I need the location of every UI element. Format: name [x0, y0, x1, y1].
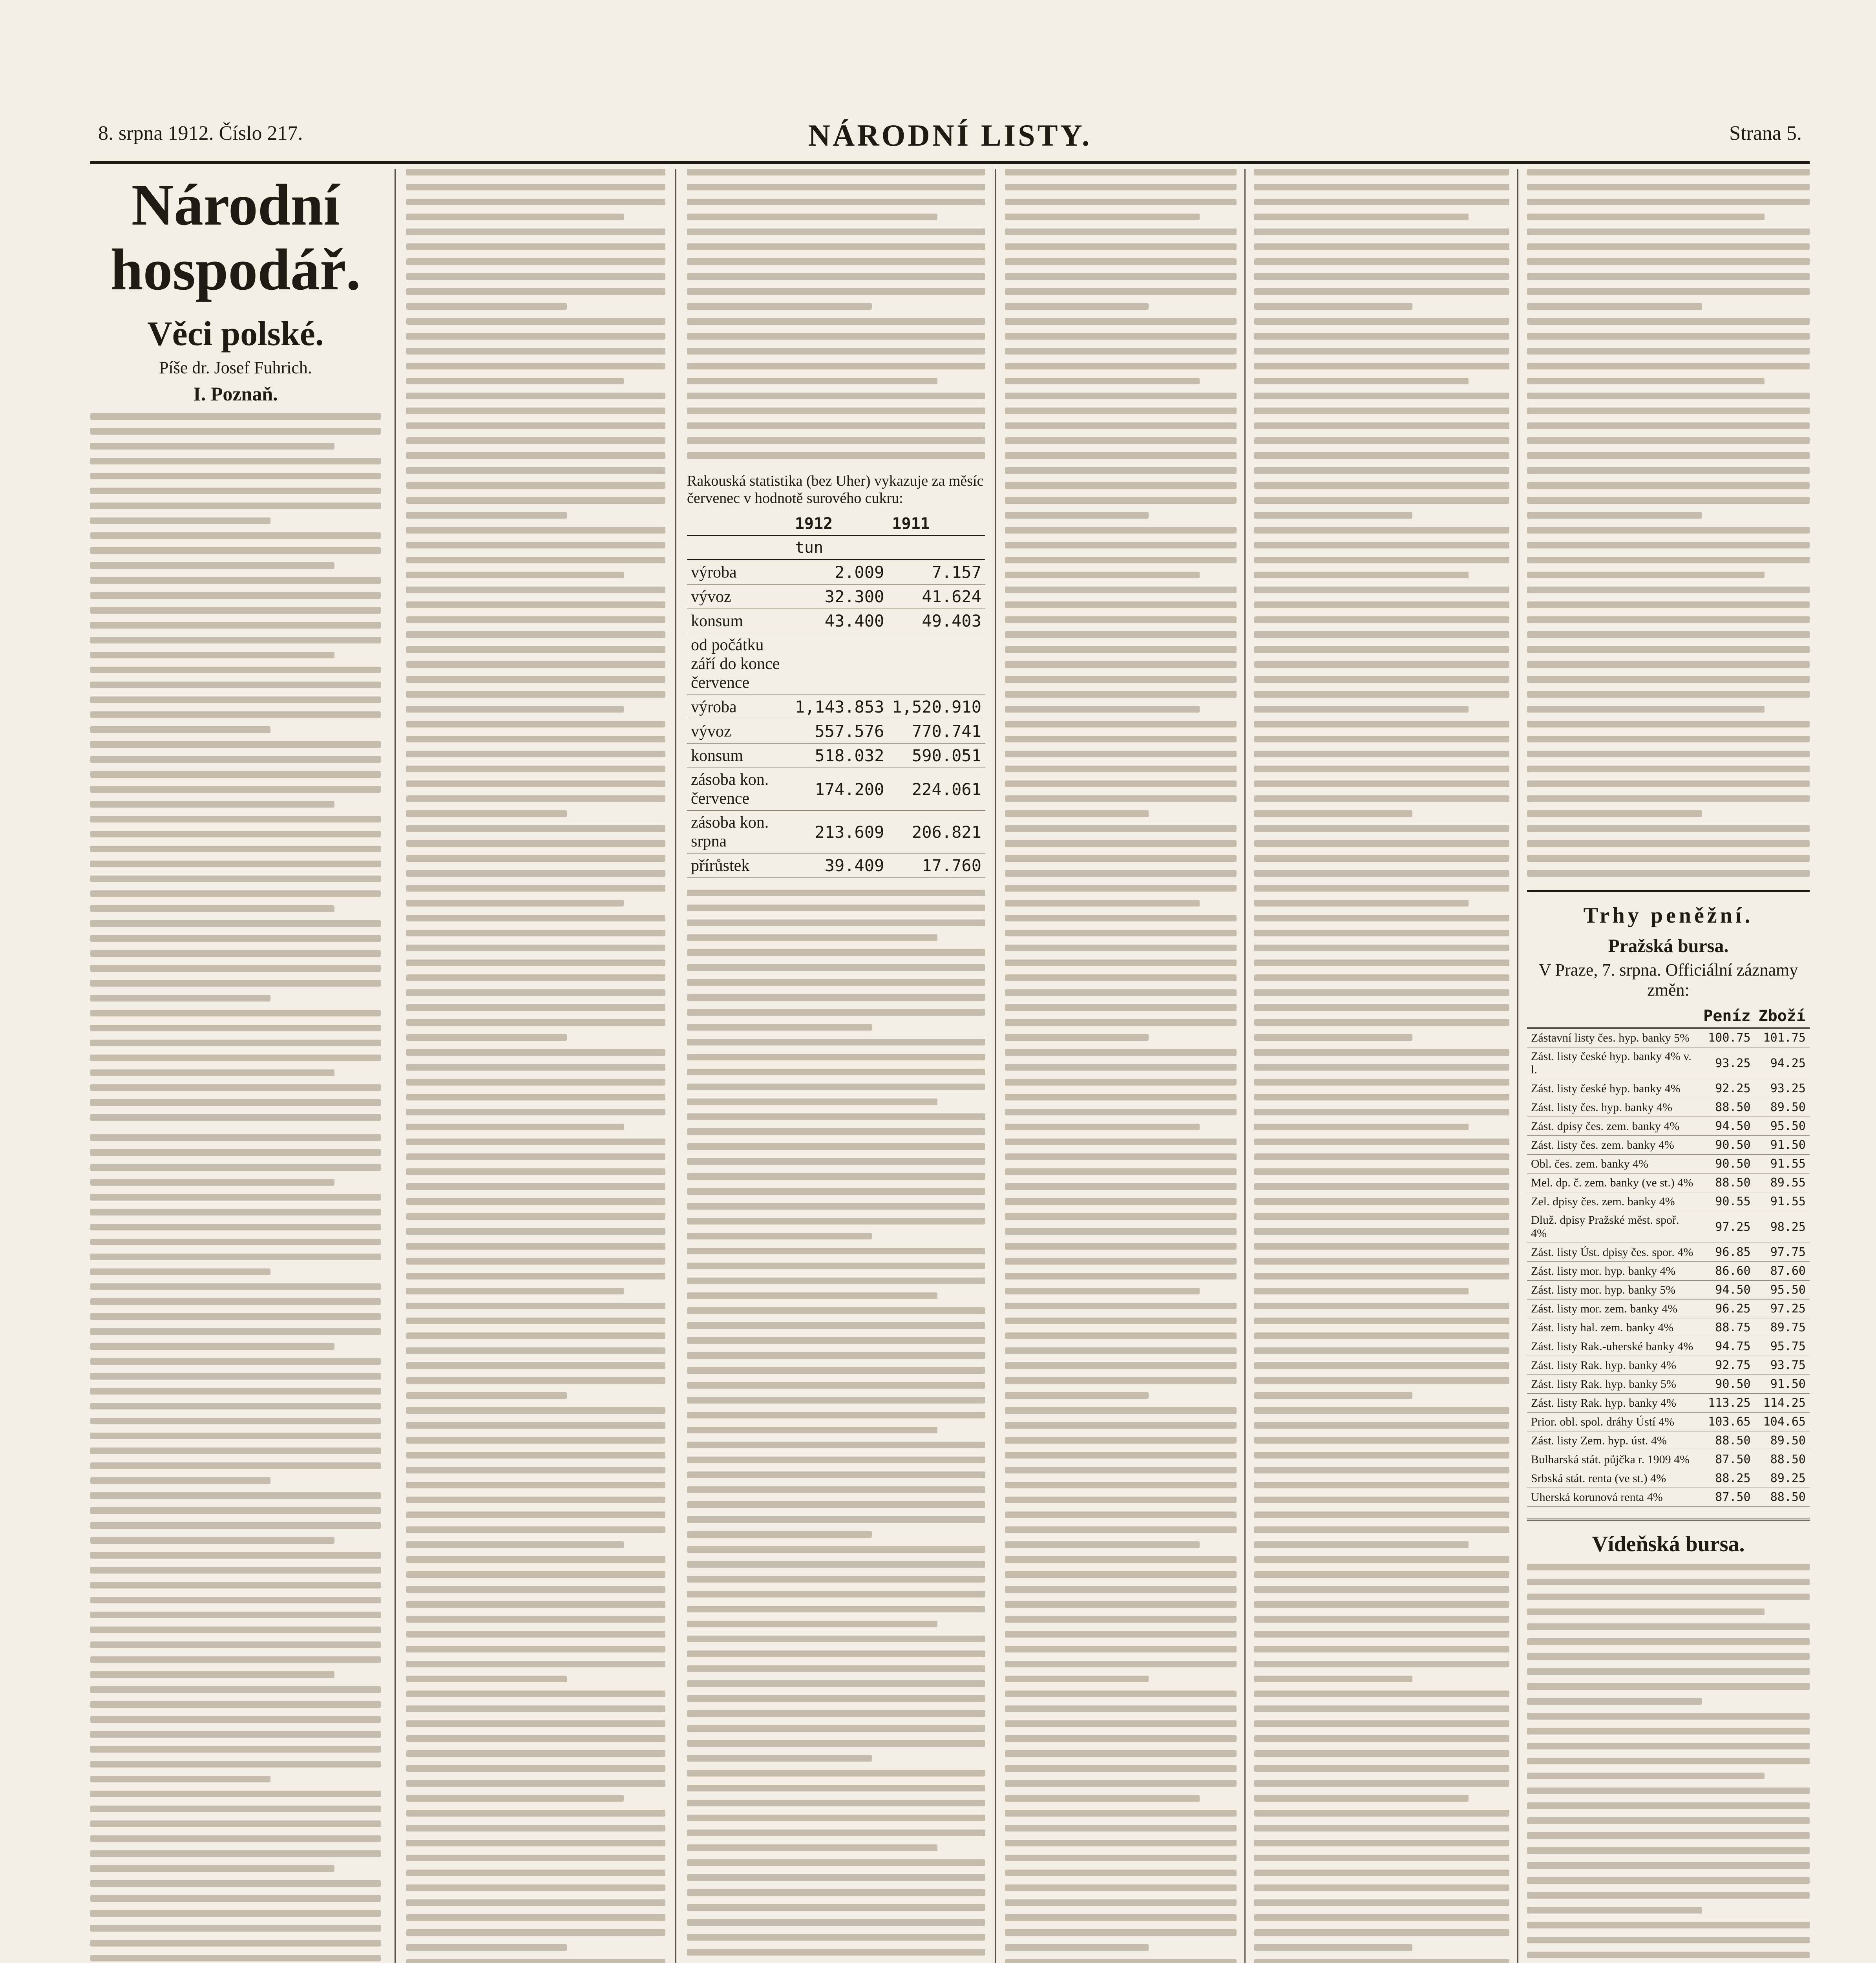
exchange-table: [1527, 1005, 1810, 1507]
table-cell: 96.25: [1699, 1300, 1754, 1318]
article-part-heading: I. Poznaň.: [193, 383, 278, 405]
sugar-stats-intro: Rakouská statistika (bez Uher) vykazuje za měsíc červenec v hodnotě surového cukru:: [687, 473, 984, 506]
table-cell: 93.25: [1755, 1079, 1810, 1098]
article-text: [1527, 169, 1810, 877]
table-row: [1527, 1488, 1810, 1507]
table-cell: Zást. listy čes. zem. banky 4%: [1527, 1136, 1699, 1155]
table-cell: Zást. listy mor. hyp. banky 5%: [1527, 1281, 1699, 1300]
table-cell: zásoba kon. července: [687, 768, 791, 811]
table-cell: 90.50: [1699, 1375, 1754, 1394]
table-cell: Zást. listy české hyp. banky 4%: [1527, 1079, 1699, 1098]
table-cell: 95.50: [1755, 1281, 1810, 1300]
table-cell: 88.25: [1699, 1469, 1754, 1488]
article-text: [90, 1134, 381, 1963]
page-header: [90, 118, 1810, 164]
table-cell: Srbská stát. renta (ve st.) 4%: [1527, 1469, 1699, 1488]
table-cell: 95.50: [1755, 1117, 1810, 1136]
table-row: [1527, 1318, 1810, 1337]
table-cell: 98.25: [1755, 1211, 1810, 1243]
table-row: [1527, 1155, 1810, 1173]
table-cell: vývoz: [687, 585, 791, 609]
table-cell: 43.400: [791, 609, 888, 633]
table-row: [1527, 1098, 1810, 1117]
market-section-title: Trhy peněžní.: [1583, 903, 1754, 928]
table-cell: 224.061: [888, 768, 985, 811]
table-cell: [791, 633, 888, 695]
table-cell: 94.50: [1699, 1281, 1754, 1300]
table-cell: 95.75: [1755, 1337, 1810, 1356]
table-cell: 87.50: [1699, 1450, 1754, 1469]
table-cell: Zást. listy Úst. dpisy čes. spor. 4%: [1527, 1243, 1699, 1262]
table-cell: 87.50: [1699, 1488, 1754, 1507]
table-unit: tun: [791, 536, 888, 560]
table-row: [1527, 1450, 1810, 1469]
table-cell: Zást. listy hal. zem. banky 4%: [1527, 1318, 1699, 1337]
table-cell: 91.50: [1755, 1136, 1810, 1155]
table-header: Peníz: [1699, 1005, 1754, 1028]
exchange-title: Pražská bursa.: [1608, 936, 1729, 956]
column-6: [1527, 169, 1810, 1963]
table-cell: od počátku září do konce července: [687, 633, 791, 695]
table-row: [1527, 1028, 1810, 1047]
table-cell: Zást. listy mor. zem. banky 4%: [1527, 1300, 1699, 1318]
table-cell: Zástavní listy čes. hyp. banky 5%: [1527, 1028, 1699, 1047]
page-number: Strana 5.: [1729, 122, 1802, 144]
table-header: [687, 512, 791, 536]
table-row: [687, 854, 985, 878]
table-cell: Zást. listy Rak. hyp. banky 4%: [1527, 1356, 1699, 1375]
table-row: [1527, 1211, 1810, 1243]
table-cell: 94.25: [1755, 1047, 1810, 1079]
column-rule: [395, 169, 396, 1963]
table-cell: 174.200: [791, 768, 888, 811]
table-row: [1527, 1375, 1810, 1394]
table-cell: Zást. listy Zem. hyp. úst. 4%: [1527, 1431, 1699, 1450]
article-text: [1005, 169, 1237, 1963]
section-title: Národní hospodář.: [110, 172, 361, 302]
table-cell: Zást. listy české hyp. banky 4% v. l.: [1527, 1047, 1699, 1079]
table-row: [1527, 1300, 1810, 1318]
table-cell: Mel. dp. č. zem. banky (ve st.) 4%: [1527, 1173, 1699, 1192]
table-cell: 93.75: [1755, 1356, 1810, 1375]
column-5: [1254, 169, 1509, 1963]
table-cell: 49.403: [888, 609, 985, 633]
table-cell: Obl. čes. zem. banky 4%: [1527, 1155, 1699, 1173]
table-row: [1527, 1469, 1810, 1488]
column-rule: [1244, 169, 1246, 1963]
table-cell: 97.25: [1699, 1211, 1754, 1243]
table-cell: 104.65: [1755, 1413, 1810, 1431]
table-row: [1527, 1243, 1810, 1262]
article-text: [1254, 169, 1509, 1963]
table-row: [687, 633, 985, 695]
table-cell: 590.051: [888, 744, 985, 768]
table-row: [1527, 1262, 1810, 1281]
table-row: [1527, 1192, 1810, 1211]
table-cell: Prior. obl. spol. dráhy Ústí 4%: [1527, 1413, 1699, 1431]
table-cell: 113.25: [1699, 1394, 1754, 1413]
table-cell: 92.25: [1699, 1079, 1754, 1098]
table-cell: 89.55: [1755, 1173, 1810, 1192]
newspaper-title: NÁRODNÍ LISTY.: [808, 118, 1092, 152]
column-rule: [995, 169, 996, 1963]
table-row: [687, 768, 985, 811]
table-cell: Zást. listy mor. hyp. banky 4%: [1527, 1262, 1699, 1281]
table-row: [1527, 1047, 1810, 1079]
table-cell: přírůstek: [687, 854, 791, 878]
article-text: [687, 169, 985, 459]
table-cell: 92.75: [1699, 1356, 1754, 1375]
table-cell: 88.50: [1699, 1173, 1754, 1192]
table-cell: 91.55: [1755, 1155, 1810, 1173]
table-header: Zboží: [1755, 1005, 1810, 1028]
table-row: [1527, 1079, 1810, 1098]
issue-date-number: 8. srpna 1912. Číslo 217.: [98, 122, 303, 144]
table-cell: 90.50: [1699, 1136, 1754, 1155]
article-text: [1527, 1564, 1810, 1963]
table-cell: výroba: [687, 695, 791, 719]
table-row: [1527, 1356, 1810, 1375]
vienna-exchange-title: Vídeňská bursa.: [1592, 1532, 1745, 1556]
table-cell: 206.821: [888, 811, 985, 854]
sugar-stats-table: [687, 512, 985, 878]
table-cell: 1,520.910: [888, 695, 985, 719]
table-cell: 88.75: [1699, 1318, 1754, 1337]
table-cell: Zást. listy Rak.-uherské banky 4%: [1527, 1337, 1699, 1356]
exchange-table-body: [1527, 1028, 1810, 1507]
table-row: [687, 744, 985, 768]
table-unit-row: [687, 536, 985, 560]
table-cell: 90.55: [1699, 1192, 1754, 1211]
table-cell: 97.25: [1755, 1300, 1810, 1318]
table-header: 1912: [791, 512, 888, 536]
table-cell: konsum: [687, 609, 791, 633]
table-cell: 100.75: [1699, 1028, 1754, 1047]
table-cell: 88.50: [1755, 1450, 1810, 1469]
table-cell: vývoz: [687, 719, 791, 744]
table-cell: zásoba kon. srpna: [687, 811, 791, 854]
table-cell: Zást. listy Rak. hyp. banky 5%: [1527, 1375, 1699, 1394]
exchange-subtitle: V Praze, 7. srpna. Officiální záznamy změn:: [1538, 960, 1798, 1000]
table-row: [1527, 1117, 1810, 1136]
table-row: [1527, 1173, 1810, 1192]
table-cell: výroba: [687, 560, 791, 585]
table-cell: 518.032: [791, 744, 888, 768]
table-cell: 90.50: [1699, 1155, 1754, 1173]
column-3: [687, 169, 985, 1963]
table-cell: Zást. dpisy čes. zem. banky 4%: [1527, 1117, 1699, 1136]
table-header: [1527, 1005, 1699, 1028]
table-cell: 17.760: [888, 854, 985, 878]
table-cell: 94.75: [1699, 1337, 1754, 1356]
table-cell: 557.576: [791, 719, 888, 744]
article-text: [90, 413, 381, 1121]
column-4: [1005, 169, 1237, 1963]
table-cell: Dluž. dpisy Pražské měst. spoř. 4%: [1527, 1211, 1699, 1243]
table-cell: 87.60: [1755, 1262, 1810, 1281]
table-cell: 101.75: [1755, 1028, 1810, 1047]
table-header-row: [1527, 1005, 1810, 1028]
table-cell: Uherská korunová renta 4%: [1527, 1488, 1699, 1507]
table-cell: 89.75: [1755, 1318, 1810, 1337]
table-cell: 96.85: [1699, 1243, 1754, 1262]
table-cell: 7.157: [888, 560, 985, 585]
table-cell: 103.65: [1699, 1413, 1754, 1431]
table-cell: 88.50: [1699, 1431, 1754, 1450]
table-cell: 89.50: [1755, 1098, 1810, 1117]
table-cell: 97.75: [1755, 1243, 1810, 1262]
table-cell: Zást. listy čes. hyp. banky 4%: [1527, 1098, 1699, 1117]
table-cell: 91.50: [1755, 1375, 1810, 1394]
table-row: [687, 585, 985, 609]
table-header-row: [687, 512, 985, 536]
table-cell: 86.60: [1699, 1262, 1754, 1281]
table-row: [687, 609, 985, 633]
column-rule: [675, 169, 676, 1963]
table-cell: Zást. listy Rak. hyp. banky 4%: [1527, 1394, 1699, 1413]
table-row: [1527, 1337, 1810, 1356]
table-cell: Bulharská stát. půjčka r. 1909 4%: [1527, 1450, 1699, 1469]
table-cell: Zel. dpisy čes. zem. banky 4%: [1527, 1192, 1699, 1211]
table-row: [687, 695, 985, 719]
article-text: [687, 890, 985, 1963]
article-title: Věci polské.: [147, 315, 324, 353]
table-cell: 213.609: [791, 811, 888, 854]
table-row: [687, 719, 985, 744]
article-author: Píše dr. Josef Fuhrich.: [159, 358, 312, 377]
table-cell: 39.409: [791, 854, 888, 878]
table-cell: 94.50: [1699, 1117, 1754, 1136]
column-rule: [1517, 169, 1518, 1963]
table-row: [1527, 1394, 1810, 1413]
table-cell: 770.741: [888, 719, 985, 744]
column-1: [90, 169, 381, 1963]
table-cell: 1,143.853: [791, 695, 888, 719]
table-cell: konsum: [687, 744, 791, 768]
table-cell: 114.25: [1755, 1394, 1810, 1413]
table-row: [1527, 1136, 1810, 1155]
table-cell: 41.624: [888, 585, 985, 609]
table-cell: 2.009: [791, 560, 888, 585]
table-cell: 88.50: [1755, 1488, 1810, 1507]
table-cell: 89.25: [1755, 1469, 1810, 1488]
table-row: [1527, 1431, 1810, 1450]
table-cell: 32.300: [791, 585, 888, 609]
table-row: [1527, 1281, 1810, 1300]
table-row: [687, 811, 985, 854]
column-2: [406, 169, 665, 1963]
table-cell: 91.55: [1755, 1192, 1810, 1211]
table-row: [1527, 1413, 1810, 1431]
table-cell: [888, 633, 985, 695]
table-cell: 89.50: [1755, 1431, 1810, 1450]
table-cell: 93.25: [1699, 1047, 1754, 1079]
table-row: [687, 560, 985, 585]
table-header: 1911: [888, 512, 985, 536]
table-cell: 88.50: [1699, 1098, 1754, 1117]
article-text: [406, 169, 665, 1963]
